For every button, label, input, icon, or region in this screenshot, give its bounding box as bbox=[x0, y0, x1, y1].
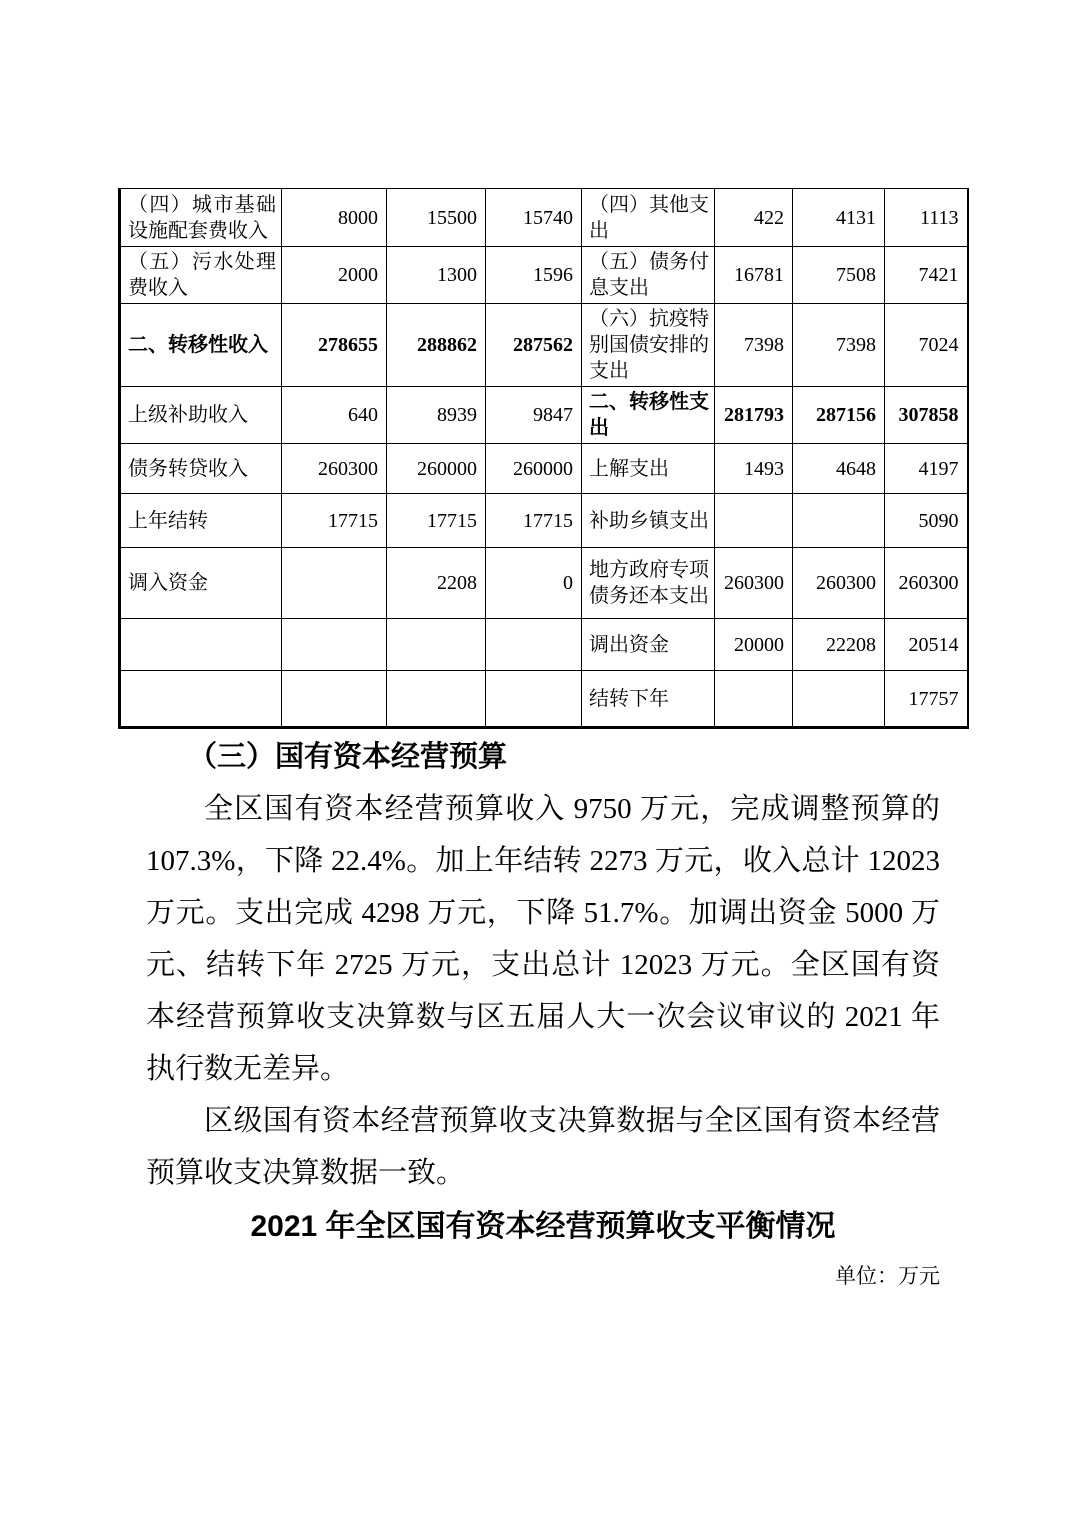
value-cell: 16781 bbox=[715, 247, 793, 304]
value-cell bbox=[282, 619, 387, 671]
value-cell: 278655 bbox=[282, 304, 387, 387]
table-row bbox=[120, 444, 968, 494]
table-row bbox=[120, 494, 968, 548]
value-cell: 281793 bbox=[715, 387, 793, 444]
value-cell: 20514 bbox=[885, 619, 968, 671]
item-cell: （五）污水处理费收入 bbox=[120, 247, 282, 304]
section-heading: （三）国有资本经营预算 bbox=[188, 741, 508, 773]
value-cell bbox=[282, 671, 387, 728]
value-cell bbox=[793, 494, 885, 548]
value-cell: 17757 bbox=[885, 671, 968, 728]
value-cell: 260000 bbox=[387, 444, 486, 494]
value-cell: 287156 bbox=[793, 387, 885, 444]
value-cell: 260000 bbox=[486, 444, 582, 494]
table-row bbox=[120, 619, 968, 671]
value-cell: 260300 bbox=[793, 548, 885, 619]
item-cell: 二、转移性支出 bbox=[582, 387, 715, 444]
value-cell: 307858 bbox=[885, 387, 968, 444]
item-cell: （四）其他支出 bbox=[582, 189, 715, 247]
budget-balance-table bbox=[118, 188, 969, 729]
value-cell: 9847 bbox=[486, 387, 582, 444]
value-cell: 17715 bbox=[282, 494, 387, 548]
next-table-title: 2021 年全区国有资本经营预算收支平衡情况 bbox=[250, 1210, 836, 1243]
value-cell: 15500 bbox=[387, 189, 486, 247]
value-cell bbox=[715, 671, 793, 728]
value-cell: 2000 bbox=[282, 247, 387, 304]
item-cell: 二、转移性收入 bbox=[120, 304, 282, 387]
value-cell: 1493 bbox=[715, 444, 793, 494]
value-cell: 7398 bbox=[715, 304, 793, 387]
value-cell: 260300 bbox=[282, 444, 387, 494]
unit-label: 单位：万元 bbox=[835, 1264, 940, 1288]
item-cell: （六）抗疫特别国债安排的支出 bbox=[582, 304, 715, 387]
value-cell: 1113 bbox=[885, 189, 968, 247]
value-cell: 7508 bbox=[793, 247, 885, 304]
value-cell: 7421 bbox=[885, 247, 968, 304]
value-cell: 8939 bbox=[387, 387, 486, 444]
table-row bbox=[120, 548, 968, 619]
value-cell: 17715 bbox=[486, 494, 582, 548]
item-cell: 补助乡镇支出 bbox=[582, 494, 715, 548]
value-cell bbox=[282, 548, 387, 619]
value-cell bbox=[715, 494, 793, 548]
item-cell bbox=[120, 671, 282, 728]
item-cell: （五）债务付息支出 bbox=[582, 247, 715, 304]
value-cell: 640 bbox=[282, 387, 387, 444]
item-cell: 上级补助收入 bbox=[120, 387, 282, 444]
table-row bbox=[120, 387, 968, 444]
value-cell: 4197 bbox=[885, 444, 968, 494]
value-cell: 4648 bbox=[793, 444, 885, 494]
value-cell: 7024 bbox=[885, 304, 968, 387]
item-cell bbox=[120, 619, 282, 671]
value-cell: 288862 bbox=[387, 304, 486, 387]
table-row bbox=[120, 247, 968, 304]
value-cell: 260300 bbox=[715, 548, 793, 619]
item-cell: 调出资金 bbox=[582, 619, 715, 671]
value-cell: 5090 bbox=[885, 494, 968, 548]
value-cell: 17715 bbox=[387, 494, 486, 548]
value-cell: 422 bbox=[715, 189, 793, 247]
item-cell: 地方政府专项债务还本支出 bbox=[582, 548, 715, 619]
item-cell: 上解支出 bbox=[582, 444, 715, 494]
value-cell: 4131 bbox=[793, 189, 885, 247]
value-cell bbox=[387, 671, 486, 728]
item-cell: 调入资金 bbox=[120, 548, 282, 619]
value-cell: 287562 bbox=[486, 304, 582, 387]
table-row bbox=[120, 189, 968, 247]
value-cell bbox=[793, 671, 885, 728]
item-cell: 上年结转 bbox=[120, 494, 282, 548]
value-cell: 0 bbox=[486, 548, 582, 619]
value-cell: 8000 bbox=[282, 189, 387, 247]
table-row bbox=[120, 671, 968, 728]
table-row bbox=[120, 304, 968, 387]
value-cell bbox=[387, 619, 486, 671]
paragraph-budget-summary: 全区国有资本经营预算收入 9750 万元，完成调整预算的 107.3%，下降 22.4%。加上年结转 2273 万元，收入总计 12023 万元。支出完成 4298 万元，下降 51.7%。加调出资金 5000 万元、结转下年 2725 万元，支出总计 12023 万元。全区国有资本经营预算收支决算数与区五届人大一次会议审议的 2021 年执行数无差异。 bbox=[146, 793, 940, 1085]
value-cell: 20000 bbox=[715, 619, 793, 671]
value-cell: 260300 bbox=[885, 548, 968, 619]
value-cell: 7398 bbox=[793, 304, 885, 387]
value-cell: 1596 bbox=[486, 247, 582, 304]
text-block bbox=[146, 731, 940, 1299]
value-cell: 15740 bbox=[486, 189, 582, 247]
value-cell bbox=[486, 619, 582, 671]
budget-table-body bbox=[120, 189, 968, 728]
item-cell: 债务转贷收入 bbox=[120, 444, 282, 494]
value-cell: 1300 bbox=[387, 247, 486, 304]
value-cell: 2208 bbox=[387, 548, 486, 619]
paragraph-district-data: 区级国有资本经营预算收支决算数据与全区国有资本经营预算收支决算数据一致。 bbox=[146, 1105, 940, 1189]
value-cell: 22208 bbox=[793, 619, 885, 671]
item-cell: （四）城市基础设施配套费收入 bbox=[120, 189, 282, 247]
item-cell: 结转下年 bbox=[582, 671, 715, 728]
value-cell bbox=[486, 671, 582, 728]
